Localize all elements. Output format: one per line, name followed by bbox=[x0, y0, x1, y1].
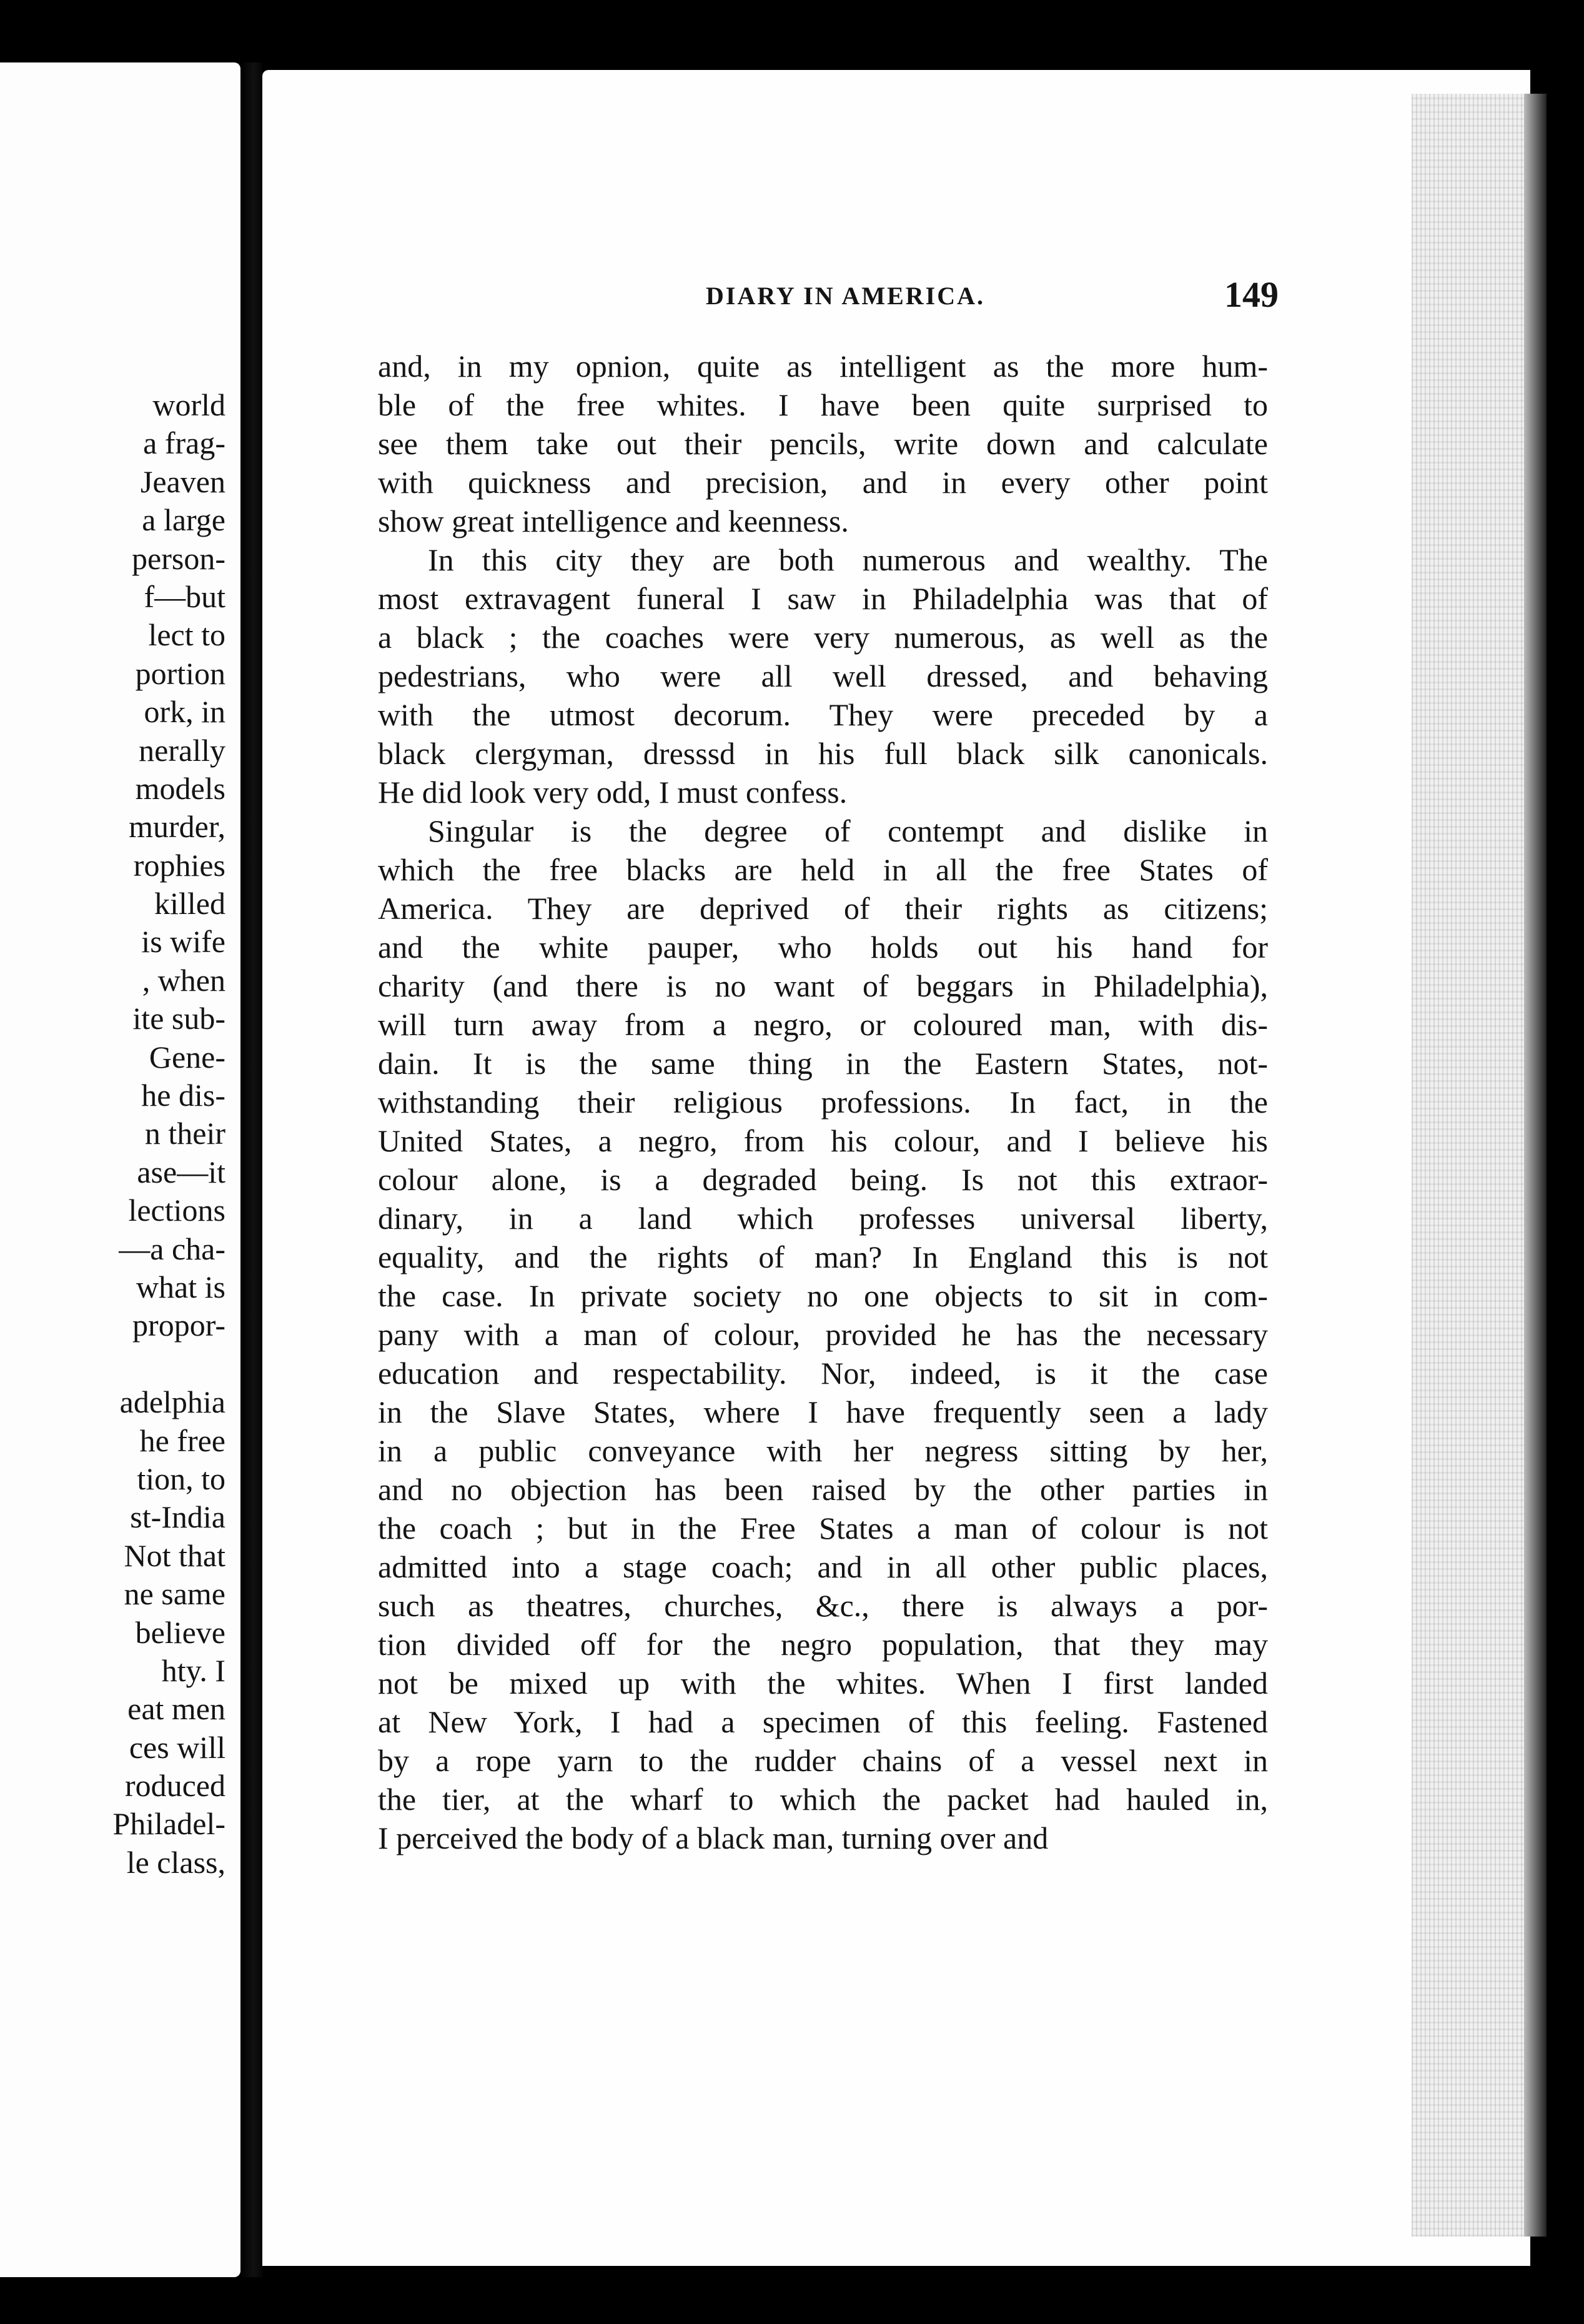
left-page-line: f—but bbox=[144, 579, 225, 614]
left-page-line: murder, bbox=[129, 809, 225, 845]
text-line: such as theatres, churches, &c., there is always a por- bbox=[378, 1588, 1268, 1623]
page-edges bbox=[1412, 94, 1537, 2237]
left-page-line: a large bbox=[142, 502, 225, 538]
text-line: in a public conveyance with her negress sitting by her, bbox=[378, 1433, 1268, 1468]
page-edge-shadow bbox=[1524, 94, 1547, 2237]
text-line: In this city they are both numerous and wealthy. The bbox=[428, 542, 1268, 577]
left-page-line: portion bbox=[135, 655, 225, 691]
text-line: the tier, at the wharf to which the packet had hauled in, bbox=[378, 1782, 1268, 1817]
text-line: will turn away from a negro, or coloured man, with dis- bbox=[378, 1007, 1268, 1042]
left-page-line: , when bbox=[142, 962, 225, 998]
text-line: show great intelligence and keenness. bbox=[378, 504, 849, 539]
text-line: equality, and the rights of man? In England this is not bbox=[378, 1239, 1268, 1274]
text-line: with the utmost decorum. They were preceded by a bbox=[378, 697, 1268, 732]
left-page-line: eat men bbox=[127, 1691, 225, 1727]
left-page-line: roduced bbox=[124, 1768, 225, 1804]
text-line: in the Slave States, where I have frequently seen a lady bbox=[378, 1394, 1268, 1429]
text-line: at New York, I had a specimen of this feeling. Fastened bbox=[378, 1704, 1268, 1739]
text-line: withstanding their religious professions. In fact, in the bbox=[378, 1085, 1268, 1120]
left-page-line: tion, to bbox=[137, 1461, 225, 1496]
text-line: dinary, in a land which professes universal liberty, bbox=[378, 1201, 1268, 1236]
left-page-line: ase—it bbox=[137, 1154, 225, 1189]
left-page-line: Not that bbox=[124, 1537, 225, 1573]
running-title: DIARY IN AMERICA. bbox=[706, 282, 986, 310]
left-page-text bbox=[112, 386, 225, 1882]
text-line: with quickness and precision, and in every other point bbox=[378, 465, 1268, 500]
text-line: admitted into a stage coach; and in all other public places, bbox=[378, 1549, 1268, 1584]
text-line: by a rope yarn to the rudder chains of a vessel next in bbox=[378, 1743, 1268, 1778]
text-line: education and respectability. Nor, indeed, is it the case bbox=[378, 1356, 1268, 1391]
left-page-line: what is bbox=[136, 1269, 225, 1304]
left-page-line: hty. I bbox=[161, 1652, 225, 1688]
left-page-line: Philadel- bbox=[112, 1806, 225, 1842]
text-line: a black ; the coaches were very numerous, as well as the bbox=[378, 620, 1268, 655]
text-line: and, in my opnion, quite as intelligent as the more hum- bbox=[378, 349, 1268, 384]
left-page-line: believe bbox=[135, 1614, 225, 1650]
text-line: He did look very odd, I must confess. bbox=[378, 775, 848, 810]
text-line: America. They are deprived of their rights as citizens; bbox=[378, 891, 1268, 926]
left-page-fragment bbox=[0, 62, 240, 2277]
left-page-line: world bbox=[152, 387, 225, 422]
left-page-line: killed bbox=[154, 886, 225, 921]
text-line: United States, a negro, from his colour, and I believe his bbox=[378, 1123, 1268, 1158]
left-page-line: ork, in bbox=[144, 694, 225, 730]
text-line: not be mixed up with the whites. When I first landed bbox=[378, 1666, 1268, 1701]
text-line: Singular is the degree of contempt and dislike in bbox=[428, 813, 1268, 848]
body-text bbox=[378, 347, 1268, 1857]
text-line: charity (and there is no want of beggars in Philadelphia), bbox=[378, 968, 1268, 1003]
text-line: tion divided off for the negro population, that they may bbox=[378, 1627, 1268, 1662]
left-page-line: st-India bbox=[130, 1499, 225, 1535]
text-line: dain. It is the same thing in the Eastern States, not- bbox=[378, 1046, 1268, 1081]
left-page-line: models bbox=[135, 770, 225, 806]
text-line: pany with a man of colour, provided he has the necessary bbox=[378, 1317, 1268, 1352]
left-page-line: le class, bbox=[126, 1844, 225, 1880]
text-line: black clergyman, dresssd in his full black silk canonicals. bbox=[378, 736, 1268, 771]
left-page-line: —a cha- bbox=[119, 1231, 225, 1266]
text-line: the case. In private society no one objects to sit in com- bbox=[378, 1278, 1268, 1313]
left-page-line: rophies bbox=[133, 847, 225, 883]
left-page-line: Jeaven bbox=[140, 464, 225, 499]
left-page-line: ces will bbox=[129, 1729, 225, 1765]
left-page-line: adelphia bbox=[119, 1384, 225, 1420]
text-line: pedestrians, who were all well dressed, and behaving bbox=[378, 658, 1268, 693]
left-page-line: ne same bbox=[124, 1576, 225, 1612]
text-line: and no objection has been raised by the other parties in bbox=[378, 1472, 1268, 1507]
text-line: see them take out their pencils, write down and calculate bbox=[378, 426, 1268, 461]
left-page-line: lect to bbox=[148, 617, 225, 653]
text-line: which the free blacks are held in all the free States of bbox=[378, 852, 1268, 887]
page-number: 149 bbox=[1224, 274, 1279, 315]
left-page-line: a frag- bbox=[143, 425, 225, 461]
left-page-line: n their bbox=[144, 1116, 225, 1151]
text-line: colour alone, is a degraded being. Is not this extraor- bbox=[378, 1162, 1268, 1197]
left-page-line: Gene- bbox=[149, 1039, 225, 1075]
text-line: the coach ; but in the Free States a man of colour is not bbox=[378, 1511, 1268, 1546]
left-page-line: he free bbox=[139, 1423, 225, 1458]
left-page-line: lections bbox=[128, 1193, 225, 1228]
left-page-line: is wife bbox=[141, 924, 225, 960]
text-line: and the white pauper, who holds out his hand for bbox=[378, 930, 1268, 965]
left-page-line bbox=[112, 1345, 225, 1383]
book-gutter bbox=[240, 62, 262, 2277]
left-page-line: nerally bbox=[139, 732, 225, 768]
left-page-line: ite sub- bbox=[132, 1001, 225, 1036]
text-line: ble of the free whites. I have been quite surprised to bbox=[378, 387, 1268, 422]
left-page-line: person- bbox=[132, 540, 225, 576]
left-page-line: he dis- bbox=[141, 1078, 225, 1113]
text-line: most extravagent funeral I saw in Philadelphia was that of bbox=[378, 581, 1268, 616]
left-page-line: propor- bbox=[132, 1308, 225, 1343]
text-line: I perceived the body of a black man, turning over and bbox=[378, 1820, 1049, 1855]
